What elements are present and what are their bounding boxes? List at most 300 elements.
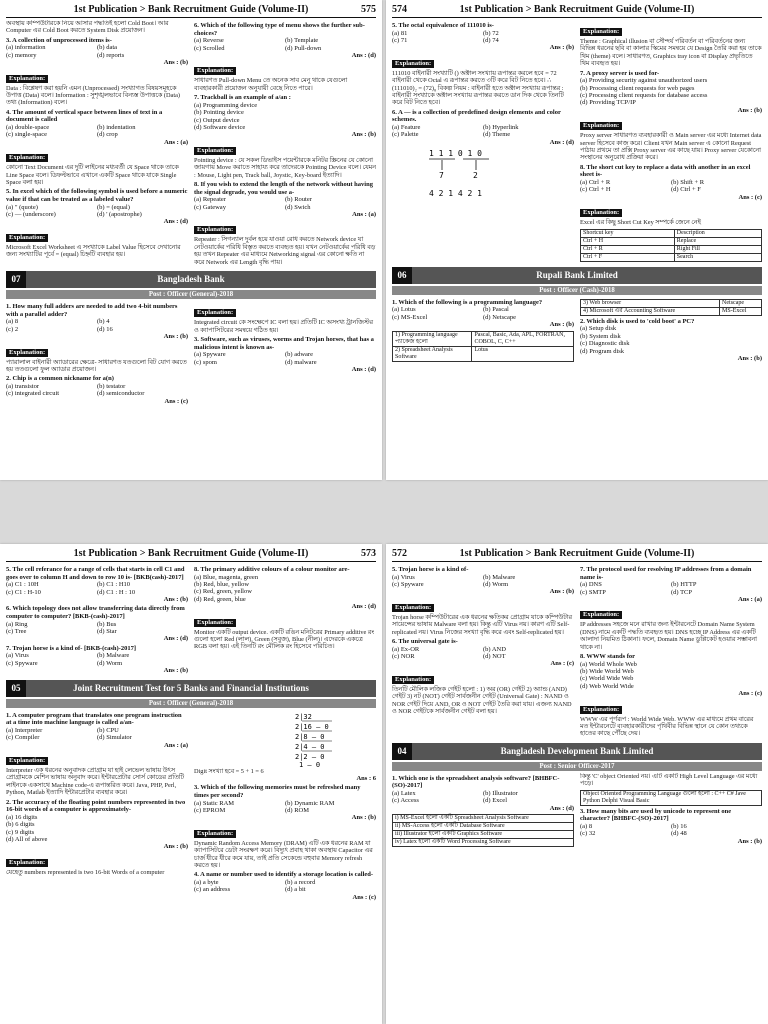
option: (b) Malware — [483, 573, 516, 581]
answer: Ans : (c) — [738, 193, 762, 201]
explanation-text: Dynamic Random Access Memory (DRAM) এটি এক ধরনের RAM যা ক্যাপাসিটরে ডেটা সংরক্ষণ করে। বিদ্যুৎ প্রবাহ থাকা অবস্থায় Capacitor এর চার্জ ধীরে ধীরে কমে যায়, তাই প্রতি সেকেন্ডে বহুবার Memory refresh করতে হয়। — [194, 839, 373, 870]
option: (c) Palette — [392, 131, 419, 139]
option: (c) 32 — [580, 830, 596, 838]
header-title: 1st Publication > Bank Recruitment Guide (Volume-II) — [73, 4, 309, 15]
svg-text:1 – 0: 1 – 0 — [299, 760, 321, 768]
table-cell: MS-Excel — [720, 307, 762, 315]
section-number: 04 — [392, 743, 412, 760]
table-cell: Lotus — [472, 346, 574, 361]
section-title: Bangladesh Bank — [157, 274, 225, 285]
post-bar: Post : Officer (Cash)-2018 — [392, 286, 762, 295]
svg-text:7: 7 — [439, 171, 444, 181]
explanation-label: Explanation: — [6, 75, 48, 83]
option: (c) 2 — [6, 325, 19, 333]
explanation-text: Repeater : সিগন্যাল দুর্বল হয়ে যাওয়া রোধ করতে Network device যা নেটওয়ার্কের পরিধি বিস্তৃত করতে ব্যবহৃত হয়। যখন নেটওয়ার্কের পরিধি বড় হয় তখন Repeater এর মাধ্যমে Networking signal এর কোনো ক্ষতি না করে Network এর Length বৃদ্ধি পায়। — [194, 236, 376, 266]
option: (c) Gateway — [194, 203, 226, 211]
option: (d) C1 : H : 10 — [97, 588, 136, 596]
option: (b) CPU — [97, 726, 119, 734]
explanation-text: Trojan horse কম্পিউটারের এক ধরনের ক্ষতিকর প্রোগ্রাম যাকে কম্পিউটার সায়েন্সের ভাষায় Malware বলা হয়। কিন্তু এটি Virus নয়। কারণ এটি Self-replicated নয়। Virus নিজের সংখ্যা বৃদ্ধি করে এবং Self-replicated হয়। — [392, 613, 572, 636]
answer: Ans : (b) — [163, 667, 188, 675]
options — [6, 581, 188, 596]
answer: Ans : (a) — [352, 211, 376, 219]
explanation-label: Explanation: — [580, 706, 622, 714]
question: 5. Trojan horse is a kind of- — [392, 566, 469, 573]
option: (d) Theme — [483, 131, 511, 139]
post-bar: Post : Officer (General)-2018 — [6, 699, 376, 708]
question: 4. The amount of vertical space between lines of text in a document is called — [6, 108, 163, 124]
bottom-left-column — [6, 710, 188, 902]
option: (d) 48 — [671, 830, 687, 838]
question: 6. Which of the following type of menu shows the further sub-choices? — [194, 22, 365, 37]
option: (b) Hyperlink — [483, 124, 519, 132]
question: 2. Which disk is used to 'cold boot' a PC? — [580, 317, 695, 325]
top-columns — [392, 20, 762, 262]
options — [580, 325, 762, 355]
table-cell: Search — [674, 253, 761, 261]
option: (c) Scrolled — [194, 44, 225, 52]
table-row — [581, 299, 762, 307]
option: (d) NOT — [483, 653, 506, 661]
explanation-text: Excel এর কিছু Short Cut Key সম্পর্কে জেনে নেই — [580, 219, 701, 227]
answer: Ans : (d) — [351, 52, 376, 59]
option: (d) Worm — [97, 659, 123, 667]
options — [194, 800, 376, 815]
option: (a) Lotus — [392, 306, 416, 314]
options — [580, 661, 762, 691]
bottom-columns — [6, 301, 376, 405]
answer: Ans : (b) — [163, 59, 188, 67]
question: 4. A name or number used to identify a storage location is called- — [194, 871, 374, 879]
answer: Ans : (c) — [738, 690, 762, 698]
option: (b) Red, blue, yellow — [194, 581, 250, 588]
bottom-right-column — [194, 301, 376, 405]
option: (b) Pascal — [483, 306, 509, 314]
explanation-text: WWW এর পূর্ণরূপ : World Wide Web. WWW এর মাধ্যমে প্রথম বারের মত ইন্টারনেটে ব্যবহারকারীদের পৃথিবীর বিভিন্ন স্থানে যে কোন তথ্যকে হাতের কাছে পৌঁছে দেয়। — [580, 715, 754, 738]
option: (a) C1 : 10H — [6, 581, 39, 589]
explanation-text: 111010 বাইনারী সংখ্যাটি () অক্টাল সংখ্যায় রূপান্তর করলে হবে = 72 — [392, 69, 557, 77]
question: 8. The short cut key to replace a data with another in an excel sheet is- — [580, 163, 751, 179]
option: (a) information — [6, 44, 46, 52]
answer: Ans : (b) — [351, 131, 376, 139]
svg-text:2|8 – 0: 2|8 – 0 — [295, 732, 325, 741]
question: 8. The primary additive colours of a colour monitor are- — [194, 566, 350, 573]
table-row — [393, 839, 574, 847]
answer: Ans : (d) — [549, 138, 574, 146]
option: (d) semiconductor — [97, 390, 145, 398]
option: (b) Dynamic RAM — [285, 799, 335, 807]
option: (d) Program disk — [580, 347, 625, 355]
option: (c) 71 — [392, 37, 408, 44]
option: (a) 8 — [6, 318, 19, 326]
answer: Ans : 6 — [356, 775, 376, 783]
right-column — [580, 20, 762, 262]
bottom-columns — [392, 773, 762, 847]
table-row — [581, 229, 762, 237]
option: (b) System disk — [580, 332, 621, 340]
body-text: বাইনারী থেকে Octal এ রূপান্তর করতে ৩টি করে বিট নিতে হবে। ∴ (111010)₂ = (72)₈ বিকল্প নিয়ম : বাইনারী হতে অক্টাল সংখ্যায় রূপান্তর : বাইনারী সংখ্যাকে অক্টাল সংখ্যায় রূপান্তর করতে ডান দিক থেকে তিনটি করে বিট নিতে হবে। — [392, 77, 564, 107]
option: (b) indentation — [97, 124, 136, 132]
option: (b) Template — [285, 37, 319, 45]
page-header — [392, 547, 762, 562]
question: 3. Software, such as viruses, worms and Trojan horses, that has a malicious intent is known as- — [194, 335, 374, 351]
option: (d) All of above — [6, 836, 48, 844]
option: (b) Bus — [97, 620, 117, 628]
bottom-columns — [6, 710, 376, 902]
table-cell: 2) Spreadsheet Analysis Software — [393, 346, 472, 361]
question: 2. The accuracy of the floating point numbers represented in two 16-bit words of a computer is approximately- — [6, 798, 186, 814]
option: (b) 72 — [483, 29, 499, 37]
option: (c) SMTP — [580, 588, 606, 596]
option: (c) Access — [392, 797, 419, 805]
question: 1. Which one is the spreadsheet analysis software? [BHBFC-(SO)-2017] — [392, 774, 560, 790]
explanation-label: Explanation: — [392, 676, 434, 684]
option: (c) Spyware — [6, 659, 38, 667]
answer: Ans : (a) — [164, 741, 188, 749]
options — [6, 44, 188, 59]
question: 8. If you wish to extend the length of the network without having the signal degrade, you would use a- — [194, 181, 373, 196]
option: (c) Ctrl + H — [580, 186, 611, 194]
options — [6, 318, 188, 333]
section-number: 05 — [6, 680, 26, 697]
option: (b) HTTP — [671, 581, 697, 589]
answer: Ans : (c) — [352, 893, 376, 901]
answer: Ans : (c) — [164, 397, 188, 405]
explanation-label: Explanation: — [194, 309, 236, 317]
option: (a) a byte — [194, 879, 219, 887]
option: (b) testator — [97, 382, 126, 390]
option: (d) Star — [97, 628, 117, 635]
page-header — [392, 3, 762, 18]
option: (c) — (underscore) — [6, 211, 56, 219]
question: 7. The protocol used for resolving IP addresses from a domain name is- — [580, 566, 752, 581]
svg-text:2|32: 2|32 — [295, 712, 312, 721]
option: (d) 16 — [97, 325, 113, 333]
info-table — [580, 299, 762, 316]
table-row — [581, 790, 762, 805]
option: (d) reports — [97, 51, 125, 59]
octal-conversion-diagram — [392, 146, 574, 206]
top-columns — [6, 564, 376, 675]
explanation-text: যেহেতু numbers represented is two 16-bit Words of a computer — [6, 868, 165, 876]
question: 1. A computer program that translates one program instruction at a time into machine language is called a/an- — [6, 711, 182, 727]
question: 7. Trojan horse is a kind of- [BKB-(cash)-2017] — [6, 644, 137, 652]
option: (c) single-space — [6, 131, 47, 139]
table-row — [393, 346, 574, 361]
table-cell: 4) Microsoft এর Accounting Software — [581, 307, 720, 315]
table-cell: Netscape — [720, 299, 762, 307]
left-column-content — [392, 22, 574, 146]
answer: Ans : (a) — [164, 138, 188, 146]
explanation-text: IP addresses সহজে মনে রাখার জন্য ইন্টারনেটে Domain Name System (DNS) নামে একটি পদ্ধতি ব্যবহৃত হয়। DNS হচ্ছে IP Address এর একটি আলাদা নিয়মিত ঠিকানা। ফলে, Domain Name ডুপ্লিকেট হওয়ার সম্ভাবনা থাকে না। — [580, 621, 757, 651]
answer: Ans : (d) — [163, 218, 188, 226]
book-page-575 — [0, 0, 382, 480]
table-cell: Pascal, Basic, Ada, APL, FORTRAN, COBOL, C, C++ — [472, 331, 574, 346]
answer: Ans : (b) — [163, 333, 188, 341]
option: (b) Shift + R — [671, 179, 705, 187]
section-banner — [392, 267, 762, 284]
table-cell: Ctrl + F — [581, 253, 675, 261]
option: (d) Ctrl + F — [671, 186, 701, 194]
section-title: Bangladesh Development Bank Limited — [500, 745, 654, 756]
option: (d) Red, green, blue — [194, 595, 246, 603]
option: (a) Programming device — [194, 101, 258, 109]
option: (b) 6 digits — [6, 821, 35, 829]
answer: Ans : (a) — [738, 596, 762, 603]
answer: Ans : (b) — [549, 321, 574, 329]
option: (a) 81 — [392, 29, 408, 37]
option: (a) double-space — [6, 124, 50, 132]
option: (a) transistor — [6, 382, 40, 390]
section-banner — [6, 271, 376, 288]
explanation-label: Explanation: — [6, 349, 48, 357]
bottom-left-column — [392, 773, 574, 847]
option: (b) Processing client requests for web pages — [580, 84, 695, 92]
left-column — [392, 564, 574, 738]
svg-text:2: 2 — [473, 171, 478, 181]
option: (d) 74 — [483, 37, 499, 44]
answer: Ans : (b) — [549, 44, 574, 52]
question: 7. A proxy server is used for- — [580, 69, 660, 77]
info-table — [392, 331, 574, 362]
option: (d) Worm — [483, 581, 509, 588]
table-cell: Ctrl + R — [581, 245, 675, 253]
option: (c) NOR — [392, 653, 415, 661]
option: (a) " (quote) — [6, 203, 38, 211]
options — [6, 727, 188, 742]
option: (a) Feature — [392, 124, 421, 132]
options — [194, 879, 376, 894]
answer: Ans : (d) — [351, 603, 376, 611]
options — [6, 814, 188, 844]
option: (d) Web World Wide — [580, 682, 634, 690]
table-cell: Object Oriented Programming Language গুলো হলো : C++ C# Jave Python Delphi Visual Basic — [581, 790, 762, 805]
option: (a) Repeater — [194, 196, 226, 204]
svg-text:2|16 – 0: 2|16 – 0 — [295, 722, 329, 731]
option: (c) Output device — [194, 116, 240, 124]
explanation-text: Microsoft Excel Worksheet এ সংখ্যাকে Label Value হিসেবে দেখানোর জন্য সংখ্যাটির পূর্বে = (equal) চিহ্নটি ব্যবহার হয়। — [6, 243, 181, 259]
svg-text:4 2 1 4 2 1: 4 2 1 4 2 1 — [429, 189, 482, 199]
page-number: 575 — [361, 4, 376, 15]
option: (d) crop — [97, 131, 118, 139]
left-column — [392, 20, 574, 262]
options — [392, 790, 574, 805]
options — [580, 179, 762, 194]
option: (c) spom — [194, 358, 217, 366]
explanation-text: সাধারণত Pull-down Menu তে অনেক সাব মেনু থাকে যেগুলো ব্যবহারকারী প্রয়োজন অনুযায়ী বেছে নিতে পারে। — [194, 77, 348, 92]
option: (d) Providing TCP/IP — [580, 99, 636, 107]
options — [194, 196, 376, 211]
question: 8. WWW stands for — [580, 653, 636, 661]
answer: Ans : (b) — [351, 814, 376, 822]
option: (a) Setup disk — [580, 325, 617, 333]
options — [6, 204, 188, 219]
table-cell: 1) Programming language প্যাকেজ হলো — [393, 331, 472, 346]
explanation-label: Explanation: — [580, 209, 622, 217]
option: (d) a bit — [285, 886, 306, 894]
options — [6, 652, 188, 667]
page-body — [392, 20, 762, 478]
option: (d) ROM — [285, 807, 310, 815]
table-row — [581, 307, 762, 315]
question: 3. A collection of unprocessed items is- — [6, 36, 112, 44]
options — [580, 581, 762, 596]
option: (c) EPROM — [194, 807, 226, 815]
option: (d) Excel — [483, 797, 508, 805]
options — [194, 37, 376, 52]
bottom-right-column — [580, 297, 762, 363]
options — [392, 30, 574, 45]
explanation-text: Integrated circuit কে সংক্ষেপে IC বলা হয়। প্রতিটি IC অসংখ্য ট্রানজিস্টর ও ক্যাপাসিটরের সমন্বয়ে গঠিত হয়। — [194, 319, 373, 334]
book-page-573 — [0, 544, 382, 1024]
page-header — [6, 547, 376, 562]
option: (a) World Whole Web — [580, 660, 637, 668]
section-banner — [6, 680, 376, 697]
question: 5. In excel which of the following symbol is used before a numeric value if that can be treated as a labeled value? — [6, 188, 188, 204]
table-row — [393, 823, 574, 831]
option: (c) Tree — [6, 628, 27, 635]
option: (a) Spyware — [194, 351, 226, 359]
question: 5. The octal equivalence of 111010 is- — [392, 22, 494, 29]
option: (c) an address — [194, 886, 231, 894]
table-row — [393, 331, 574, 346]
explanation-label: Explanation: — [194, 67, 236, 75]
body-text: কিন্তু 'C' object Oriented নয়। এটি একটি High Level Language এর মধ্যে পড়ে। — [580, 772, 758, 788]
option: (a) 8 — [580, 822, 593, 830]
options — [392, 646, 574, 661]
explanation-text: Monitor একটি output device. একটি রঙিন মনিটরের Primary additive রং গুলো হলো Red (লাল), Green (সবুজ), Blue (নীল)। এদেরকে একত্রে RGB বলা হয়। এই তিনটি রং মৌলিক রং হিসেবে পরিচিত। — [194, 628, 375, 651]
option: (a) Blue, magenta, green — [194, 573, 259, 581]
svg-text:1 1 1 0 1 0: 1 1 1 0 1 0 — [429, 149, 482, 159]
left-column — [6, 20, 188, 266]
book-page-572 — [386, 544, 768, 1024]
option: (d) ' (apostrophe) — [97, 211, 142, 219]
answer: Ans : (b) — [737, 837, 762, 845]
answer: Ans : (b) — [737, 106, 762, 114]
explanation-text: Pointing device : যে সকল ডিভাইস পয়েন্টারকে মনিটর স্ক্রিনের যে কোনো জায়গায় Move করাতে সাহায্য করে তাদেরকে Pointing Device বলে। যেমন : Mouse, Light pen, Track ball, Joystic, Key-board ইত্যাদি। — [194, 156, 376, 179]
option: (a) 16 digits — [6, 813, 38, 821]
option: (c) Red, green, yellow — [194, 588, 252, 596]
body-text: Digit সংখ্যা হবে = 5 + 1 = 6 — [194, 767, 264, 775]
option: (b) = (equal) — [97, 203, 130, 211]
question: 1. Which of the following is a programming language? — [392, 298, 543, 306]
answer: Ans : (c) — [550, 660, 574, 668]
table-cell: ii) MS-Access হলো একটি Database Software — [393, 823, 574, 831]
table-cell: Shortcut key — [581, 229, 675, 237]
option: (c) Processing client requests for database access — [580, 92, 708, 100]
option: (b) data — [97, 44, 118, 52]
explanation-label: Explanation: — [194, 619, 236, 627]
explanation-text: তিনটি মৌলিক লজিক গেইট হলো : 1) অর (OR) গেইট 2) অ্যান্ড (AND) গেইট 3) নট (NOT) গেইট সার্বজনীন গেইট (Universal Gate) : NAND ও NOR গেইট দিয়ে AND, OR ও NOT গেইট তৈরি করা যায়। এজন্য NAND ও NOR গেইটকে সার্বজনীন গেইট বলা হয়। — [392, 685, 572, 716]
svg-text:2|4 – 0: 2|4 – 0 — [295, 742, 325, 751]
post-bar: Post : Officer (General)-2018 — [6, 290, 376, 299]
option: (b) Wide World Web — [580, 668, 634, 676]
option: (a) Interpreter — [6, 726, 43, 734]
right-column — [580, 564, 762, 738]
info-table — [580, 229, 762, 262]
options — [194, 102, 376, 132]
option: (b) C1 : H10 — [97, 581, 131, 589]
explanation-label: Explanation: — [6, 757, 48, 765]
table-cell: i) MS-Excel হলো একটি Spreadsheet Analysis Software — [393, 815, 574, 823]
body-text: অবস্থায় কম্পিউটারকে নিয়ে আসার পদ্ধতিই হলো Cold Boot। আর Computer এর Cold Boot করতে System Disk প্রয়োজন। — [6, 20, 169, 35]
left-column — [6, 564, 188, 675]
info-table — [580, 790, 762, 806]
answer: Ans : (d) — [351, 365, 376, 373]
explanation-label: Explanation: — [580, 28, 622, 36]
bottom-columns — [392, 297, 762, 363]
option: (b) 4 — [97, 318, 110, 326]
option: (d) TCP — [671, 588, 693, 596]
answer: Ans : (b) — [737, 354, 762, 362]
explanation-label: Explanation: — [392, 604, 434, 612]
table-cell: 3) Web browser — [581, 299, 720, 307]
option: (a) Static RAM — [194, 799, 235, 807]
option: (b) a record — [285, 879, 316, 887]
table-cell: Replace — [674, 237, 761, 245]
option: (c) 9 digits — [6, 828, 35, 836]
table-cell: Right Fill — [674, 245, 761, 253]
question: 6. The universal gate is- — [392, 638, 458, 646]
option: (d) Simulator — [97, 734, 132, 742]
answer: Ans : (b) — [163, 843, 188, 851]
options — [392, 574, 574, 589]
header-title: 1st Publication > Bank Recruitment Guide (Volume-II) — [459, 548, 695, 559]
option: (a) Reverse — [194, 37, 224, 45]
answer: Ans : (b) — [549, 588, 574, 596]
explanation-label: Explanation: — [194, 147, 236, 155]
explanation-text: Interpreter এক ধরনের অনুবাদক প্রোগ্রাম যা হাই লেভেল ভাষায় উৎস প্রোগ্রামকে মেশিন ভাষায় অনুবাদ করে। ইন্টারপ্রেটার সোর্স কোডের প্রতিটি লাইনকে একসাথে Machine code-এ রূপান্তরিত করে। Java, PHP, Perl, Python, Matlab ইত্যাদি ইন্টারপ্রেটার ব্যবহার করে। — [6, 767, 185, 797]
question: 1. How many full adders are needed to add two 4-bit numbers with a parallel adder? — [6, 303, 178, 318]
table-cell: Ctrl + H — [581, 237, 675, 245]
section-number: 06 — [392, 267, 412, 284]
option: (b) Router — [285, 196, 312, 204]
question: 3. How many bits are used by unicode to represent one character? [BHBFC-(SO)-2017] — [580, 807, 732, 823]
option: (b) 16 — [671, 822, 687, 830]
option: (c) integrated circuit — [6, 390, 60, 398]
option: (a) Virus — [6, 652, 29, 660]
table-row — [393, 831, 574, 839]
explanation-text: প্যারালাল বাইনারী অ্যাডারের ক্ষেত্রে- সাধারণত যতগুলো বিট যোগ করতে হয় ততগুলো ফুল অ্যাডার প্রয়োজন। — [6, 358, 187, 373]
table-row — [581, 253, 762, 261]
option: (b) Illustrator — [483, 790, 518, 798]
options — [392, 124, 574, 139]
question: 7. Trackball is an example of a/an : — [194, 94, 291, 102]
table-cell: iii) Illustrator হলো একটি Graphics Software — [393, 831, 574, 839]
top-columns — [392, 564, 762, 738]
options — [580, 77, 762, 107]
explanation-label: Explanation: — [6, 234, 48, 242]
section-number: 07 — [6, 271, 26, 288]
option: (a) Ring — [6, 620, 28, 628]
book-page-574 — [386, 0, 768, 480]
option: (a) Ctrl + R — [580, 179, 611, 187]
explanation-label: Explanation: — [6, 154, 48, 162]
explanation-text: Proxy server সাধারণত ব্যবহারকারী ও Main server এর মধ্যে Internet data server হিসেবে কাজ করে। Client যখন Main server এ কোনো Request পাঠায় প্রথমে তা প্রক্সি Proxy server এর কাছে যায়। Proxy server যেকোনো সংস্থানের অনুরোধ প্রক্রিয়া করে। — [580, 132, 762, 162]
option: (b) AND — [483, 645, 506, 653]
option: (d) Pull-down — [285, 44, 322, 52]
option: (c) MS-Excel — [392, 313, 428, 321]
options — [6, 621, 188, 636]
option: (a) Virus — [392, 573, 415, 581]
page-body — [6, 564, 376, 1022]
question: 3. Which of the following memories must be refreshed many times per second? — [194, 784, 361, 800]
option: (c) Compiler — [6, 734, 40, 742]
answer: Ans : (d) — [549, 804, 574, 812]
option: (b) adware — [285, 351, 313, 359]
options — [194, 351, 376, 366]
option: (d) malware — [285, 358, 317, 366]
bottom-right-content — [194, 768, 376, 902]
